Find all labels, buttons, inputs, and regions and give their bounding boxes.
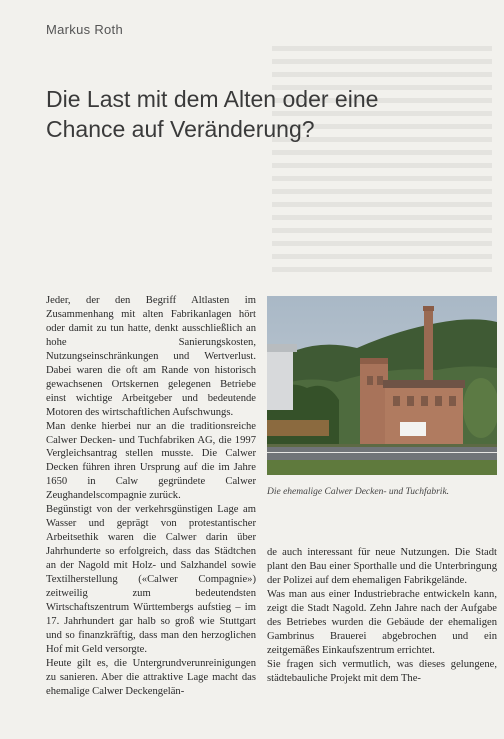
title-line-2: Chance auf Veränderung? — [46, 116, 315, 142]
title-line-1: Die Last mit dem Alten oder eine — [46, 86, 379, 112]
author-name: Markus Roth — [46, 22, 123, 37]
factory-photo-illustration — [267, 296, 497, 475]
article-title — [46, 84, 466, 144]
factory-photo — [267, 296, 497, 475]
paragraph: Jeder, der den Begriff Altlasten im Zusammenhang mit alten Fabrikanlagen hört oder damit zu tun hatte, denkt ausschließlich an hohe Sanierungskosten, Nutzungseinschränkungen und Wertverlust. Dabei waren die oft am Rande von historisch gewachsenen Ortskernen gelegenen Betriebe einst wichtige Arbeitgeber und bedeutende Motoren des wirtschaftlichen Aufschwungs. — [46, 295, 256, 418]
paragraph: Heute gilt es, die Untergrundverunreinigungen zu sanieren. Aber die attraktive Lage macht das ehemalige Calwer Deckengelän- — [46, 657, 256, 697]
right-column — [267, 546, 497, 686]
paragraph: Man denke hierbei nur an die traditionsreiche Calwer Decken- und Tuchfabriken AG, die 1997 Vergleichsantrag stellen musste. Die Calwer Decken führen ihren Ursprung auf die im Jahre 1650 in Calw gegründete Calwer Zeughandelscompagnie zurück. — [46, 420, 256, 502]
paragraph: de auch interessant für neue Nutzungen. Die Stadt plant den Bau einer Sporthalle und die Unterbringung der Polizei auf dem ehemaligen Fabrikgelände. — [267, 547, 497, 586]
photo-caption: Die ehemalige Calwer Decken- und Tuchfabrik. — [267, 487, 450, 497]
show-through-text — [272, 46, 492, 276]
left-column — [46, 294, 256, 699]
paragraph: Was man aus einer Industriebrache entwickeln kann, zeigt die Stadt Nagold. Zehn Jahre nach der Aufgabe des Betriebes wurden die Gebäude der ehemaligen Gambrinus Brauerei abgebrochen und ein zeitgemäßes Einkaufszentrum errichtet. — [267, 588, 497, 656]
paragraph: Sie fragen sich vermutlich, was dieses gelungene, städtebauliche Projekt mit dem The- — [267, 658, 497, 684]
paragraph: Begünstigt von der verkehrsgünstigen Lage am Wasser und geprägt von protestantischer Arbeitsethik waren die Calwer darin über Jahrhunderte so erfolgreich, dass das Städtchen an der Nagold mit Holz- und Salzhandel sowie Textilherstellung («Calwer Compagnie») zeitweilig zum bedeutendsten Wirtschaftszentrum Württembergs aufstieg – im 17. Jahrhundert gar halb so groß wie Stuttgart und so finanzkräftig, dass man den herzoglichen Hof mit Geld versorgte. — [46, 504, 256, 655]
